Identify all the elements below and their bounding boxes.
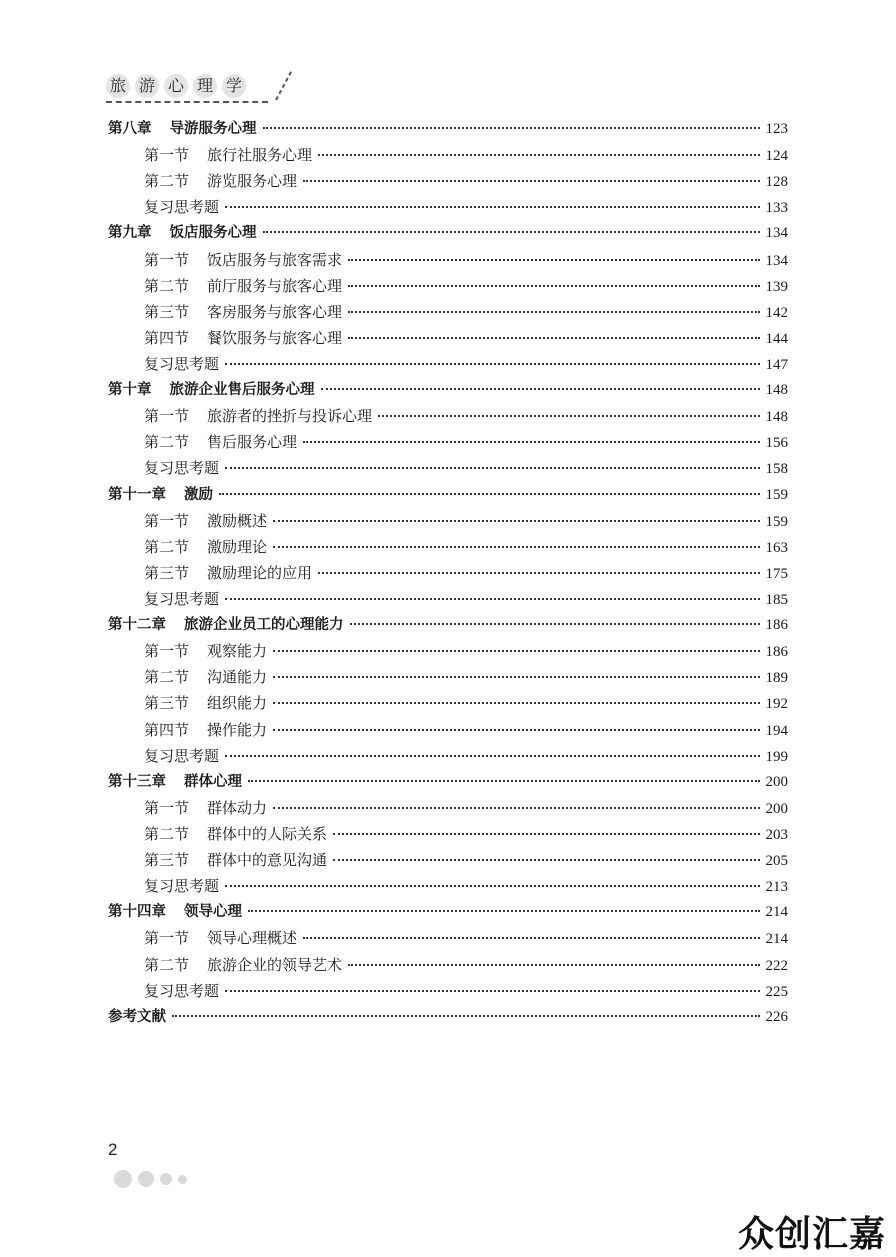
toc-page-number: 226 — [765, 1008, 788, 1025]
toc-entry-label — [108, 612, 344, 638]
toc-entry-title: 复习思考题 — [144, 589, 220, 608]
toc-chapter-row — [108, 220, 788, 246]
dot-leader — [225, 990, 759, 992]
toc-entry-label — [108, 899, 242, 925]
dot-leader — [348, 964, 759, 966]
toc-entry-title: 售后服务心理 — [207, 433, 298, 452]
toc-page-number: 134 — [765, 252, 788, 269]
toc-page-number: 139 — [765, 278, 788, 295]
toc-chapter-row — [108, 769, 788, 795]
toc-section-row — [108, 299, 788, 325]
page-number: 2 — [108, 1140, 118, 1159]
toc-entry-title: 激励 — [184, 486, 213, 503]
toc-section-row — [108, 403, 788, 429]
toc-chapter-row — [108, 899, 788, 925]
dot-leader — [263, 127, 760, 129]
toc-entry-title: 群体动力 — [207, 798, 268, 817]
toc-entry-label — [144, 142, 312, 168]
toc-entry-number: 第九章 — [108, 225, 152, 242]
dot-leader — [378, 415, 759, 417]
toc-entry-label — [144, 299, 342, 325]
dot-leader — [225, 467, 759, 469]
toc-page-number: 156 — [765, 435, 788, 452]
toc-section-row — [108, 508, 788, 534]
toc-page-number: 214 — [765, 904, 788, 921]
toc-entry-title: 旅游者的挫折与投诉心理 — [207, 407, 373, 426]
toc-entry-title: 游览服务心理 — [207, 172, 298, 191]
toc-entry-number: 第二节 — [144, 955, 190, 974]
toc-section-row — [108, 664, 788, 690]
book-title-char: 心 — [164, 74, 188, 98]
dot-leader — [333, 833, 759, 835]
toc-page-number: 225 — [765, 983, 788, 1000]
toc-page-number: 144 — [765, 330, 788, 347]
toc-page-number: 175 — [765, 565, 788, 582]
toc-entry-title: 导游服务心理 — [169, 121, 257, 137]
toc-entry-label — [144, 743, 219, 769]
book-title-char: 理 — [193, 74, 217, 98]
toc-entry-title: 前厅服务与旅客心理 — [207, 276, 343, 295]
toc-entry-title: 沟通能力 — [207, 668, 268, 687]
toc-page-number: 186 — [765, 617, 788, 634]
toc-entry-title: 复习思考题 — [144, 877, 220, 896]
toc-entry-label — [144, 560, 312, 586]
toc-entry-number: 第一节 — [144, 798, 190, 817]
toc-section-row — [108, 743, 788, 769]
dot-leader — [273, 520, 759, 522]
toc-section-row — [108, 586, 788, 612]
dot-leader — [225, 598, 759, 600]
toc-section-row — [108, 978, 788, 1004]
toc-entry-title: 复习思考题 — [144, 459, 220, 478]
toc-entry-title: 激励概述 — [207, 511, 268, 530]
dot-leader — [219, 493, 760, 495]
toc-entry-label — [108, 1004, 166, 1030]
toc-entry-title: 群体中的人际关系 — [207, 824, 328, 843]
toc-entry-number: 第三节 — [144, 563, 190, 582]
toc-entry-number: 第二节 — [144, 433, 190, 452]
footer-dot — [138, 1171, 154, 1187]
toc-entry-label — [144, 168, 297, 194]
dot-leader — [263, 231, 760, 233]
toc-section-row — [108, 560, 788, 586]
dot-leader — [248, 780, 760, 782]
toc-entry-number: 第十章 — [108, 382, 152, 399]
toc-entry-label — [144, 717, 267, 743]
dot-leader — [350, 623, 760, 625]
toc-entry-number: 第二节 — [144, 668, 190, 687]
toc-entry-number: 第一节 — [144, 642, 190, 661]
toc-page-number: 134 — [765, 225, 788, 242]
toc-entry-number: 第二节 — [144, 172, 190, 191]
toc-page-number: 199 — [765, 748, 788, 765]
toc-page-number: 213 — [765, 879, 788, 896]
toc-entry-label — [144, 534, 267, 560]
toc-page-number: 148 — [765, 409, 788, 426]
dot-leader — [273, 676, 759, 678]
toc-page-number: 163 — [765, 539, 788, 556]
toc-page-number: 186 — [765, 644, 788, 661]
toc-entry-number: 第八章 — [108, 121, 152, 137]
toc-entry-number: 第三节 — [144, 302, 190, 321]
toc-entry-label — [144, 952, 342, 978]
toc-entry-number: 第三节 — [144, 851, 190, 870]
toc-entry-title: 领导心理概述 — [207, 929, 298, 948]
dot-leader — [225, 755, 759, 757]
toc-page-number: 222 — [765, 957, 788, 974]
book-title-char: 旅 — [106, 74, 130, 98]
toc-entry-title: 参考文献 — [108, 1008, 166, 1025]
toc-chapter-row — [108, 482, 788, 508]
toc-entry-title: 复习思考题 — [144, 354, 220, 373]
toc-page-number: 158 — [765, 461, 788, 478]
toc-entry-title: 饭店服务与旅客需求 — [207, 250, 343, 269]
dot-leader — [225, 885, 759, 887]
toc-entry-label — [144, 795, 267, 821]
toc-entry-number: 第一节 — [144, 146, 190, 165]
toc-entry-label — [144, 847, 327, 873]
dot-leader — [348, 311, 759, 313]
book-title — [106, 74, 246, 98]
toc-page-number: 214 — [765, 931, 788, 948]
dot-leader — [321, 388, 760, 390]
toc-chapter-row — [108, 116, 788, 142]
toc-entry-number: 第二节 — [144, 276, 190, 295]
watermark-logo: 众创汇嘉 — [738, 1214, 887, 1255]
toc-entry-number: 第一节 — [144, 511, 190, 530]
toc-section-row — [108, 717, 788, 743]
dot-leader — [318, 154, 759, 156]
toc-entry-number: 第四节 — [144, 720, 190, 739]
toc-entry-label — [144, 664, 267, 690]
toc-entry-label — [144, 403, 372, 429]
dot-leader — [318, 572, 759, 574]
toc-entry-title: 观察能力 — [207, 642, 268, 661]
toc-page-number: 205 — [765, 853, 788, 870]
dot-leader — [303, 937, 759, 939]
toc-page-number: 142 — [765, 304, 788, 321]
dot-leader — [348, 285, 759, 287]
toc-entry-title: 激励理论 — [207, 537, 268, 556]
book-title-char: 学 — [222, 74, 246, 98]
dot-leader — [333, 859, 759, 861]
toc-entry-label — [144, 194, 219, 220]
toc-entry-title: 饭店服务心理 — [169, 225, 257, 242]
footer-dot — [160, 1173, 172, 1185]
toc-section-row — [108, 194, 788, 220]
toc-entry-label — [144, 508, 267, 534]
toc-entry-title: 组织能力 — [207, 694, 268, 713]
toc-section-row — [108, 847, 788, 873]
toc-page-number: 203 — [765, 826, 788, 843]
toc-entry-label — [144, 925, 297, 951]
toc-entry-number: 第二节 — [144, 824, 190, 843]
footer-dot — [178, 1175, 187, 1184]
toc-entry-label — [108, 116, 257, 142]
toc-section-row — [108, 821, 788, 847]
dot-leader — [172, 1015, 760, 1017]
dot-leader — [248, 910, 760, 912]
toc-entry-number: 第十三章 — [108, 773, 166, 790]
footer-dot — [114, 1170, 132, 1188]
toc-section-row — [108, 142, 788, 168]
dot-leader — [273, 807, 759, 809]
toc-page-number: 124 — [765, 148, 788, 165]
toc-entry-title: 餐饮服务与旅客心理 — [207, 328, 343, 347]
header-dashed-rule — [106, 101, 268, 103]
toc-section-row — [108, 429, 788, 455]
toc-entry-title: 旅游企业的领导艺术 — [207, 955, 343, 974]
header-slash-ornament — [274, 68, 294, 102]
dot-leader — [303, 441, 759, 443]
toc-section-row — [108, 873, 788, 899]
toc-chapter-row — [108, 612, 788, 638]
toc-entry-title: 旅游企业员工的心理能力 — [184, 617, 344, 634]
toc-entry-label — [108, 482, 213, 508]
dot-leader — [348, 337, 759, 339]
dot-leader — [225, 206, 759, 208]
toc-page-number: 128 — [765, 174, 788, 191]
toc-entry-label — [144, 873, 219, 899]
dot-leader — [303, 180, 759, 182]
toc-entry-label — [144, 247, 342, 273]
toc-entry-label — [144, 351, 219, 377]
toc-section-row — [108, 795, 788, 821]
toc-entry-title: 群体心理 — [184, 773, 242, 790]
running-header — [106, 68, 296, 108]
toc-section-row — [108, 351, 788, 377]
toc-entry-title: 旅游企业售后服务心理 — [169, 382, 315, 399]
toc-entry-label — [144, 690, 267, 716]
toc-page-number: 189 — [765, 670, 788, 687]
toc-entry-label — [108, 377, 315, 403]
toc-page-number: 200 — [765, 773, 788, 790]
footer-dots-ornament — [114, 1170, 187, 1188]
dot-leader — [273, 729, 759, 731]
toc-entry-title: 操作能力 — [207, 720, 268, 739]
dot-leader — [273, 546, 759, 548]
toc-entry-label — [144, 273, 342, 299]
toc-section-row — [108, 247, 788, 273]
toc-entry-title: 群体中的意见沟通 — [207, 851, 328, 870]
toc-entry-number: 第十一章 — [108, 486, 166, 503]
toc-entry-number: 第二节 — [144, 537, 190, 556]
toc-chapter-row — [108, 377, 788, 403]
book-title-char: 游 — [135, 74, 159, 98]
toc-entry-title: 领导心理 — [184, 904, 242, 921]
toc-page-number: 194 — [765, 722, 788, 739]
toc-section-row — [108, 534, 788, 560]
toc-page-number: 200 — [765, 800, 788, 817]
toc-entry-label — [108, 220, 257, 246]
toc-chapter-row — [108, 1004, 788, 1030]
toc-entry-label — [144, 638, 267, 664]
toc-section-row — [108, 690, 788, 716]
toc-page-number: 159 — [765, 513, 788, 530]
toc-page-number: 192 — [765, 696, 788, 713]
dot-leader — [273, 650, 759, 652]
toc-entry-title: 复习思考题 — [144, 981, 220, 1000]
toc-section-row — [108, 273, 788, 299]
toc-section-row — [108, 168, 788, 194]
toc-page-number: 147 — [765, 356, 788, 373]
toc-entry-title: 客房服务与旅客心理 — [207, 302, 343, 321]
toc-entry-title: 激励理论的应用 — [207, 563, 313, 582]
toc-entry-label — [144, 586, 219, 612]
toc-section-row — [108, 325, 788, 351]
toc-entry-title: 旅行社服务心理 — [207, 146, 313, 165]
toc-entry-title: 复习思考题 — [144, 746, 220, 765]
toc-entry-label — [108, 769, 242, 795]
dot-leader — [273, 702, 759, 704]
toc-page-number: 159 — [765, 486, 788, 503]
table-of-contents — [108, 116, 788, 1030]
toc-entry-number: 第十二章 — [108, 617, 166, 634]
toc-entry-number: 第三节 — [144, 694, 190, 713]
toc-entry-label — [144, 325, 342, 351]
toc-entry-number: 第一节 — [144, 250, 190, 269]
toc-page-number: 148 — [765, 382, 788, 399]
toc-entry-title: 复习思考题 — [144, 198, 220, 217]
dot-leader — [348, 259, 759, 261]
toc-section-row — [108, 925, 788, 951]
toc-section-row — [108, 638, 788, 664]
toc-entry-label — [144, 455, 219, 481]
toc-entry-number: 第十四章 — [108, 904, 166, 921]
toc-entry-number: 第四节 — [144, 328, 190, 347]
toc-entry-number: 第一节 — [144, 929, 190, 948]
toc-entry-label — [144, 429, 297, 455]
toc-entry-label — [144, 978, 219, 1004]
toc-page-number: 185 — [765, 591, 788, 608]
toc-section-row — [108, 455, 788, 481]
dot-leader — [225, 363, 759, 365]
toc-page-number: 133 — [765, 200, 788, 217]
toc-section-row — [108, 952, 788, 978]
toc-page-number: 123 — [765, 121, 788, 137]
toc-entry-number: 第一节 — [144, 407, 190, 426]
toc-entry-label — [144, 821, 327, 847]
